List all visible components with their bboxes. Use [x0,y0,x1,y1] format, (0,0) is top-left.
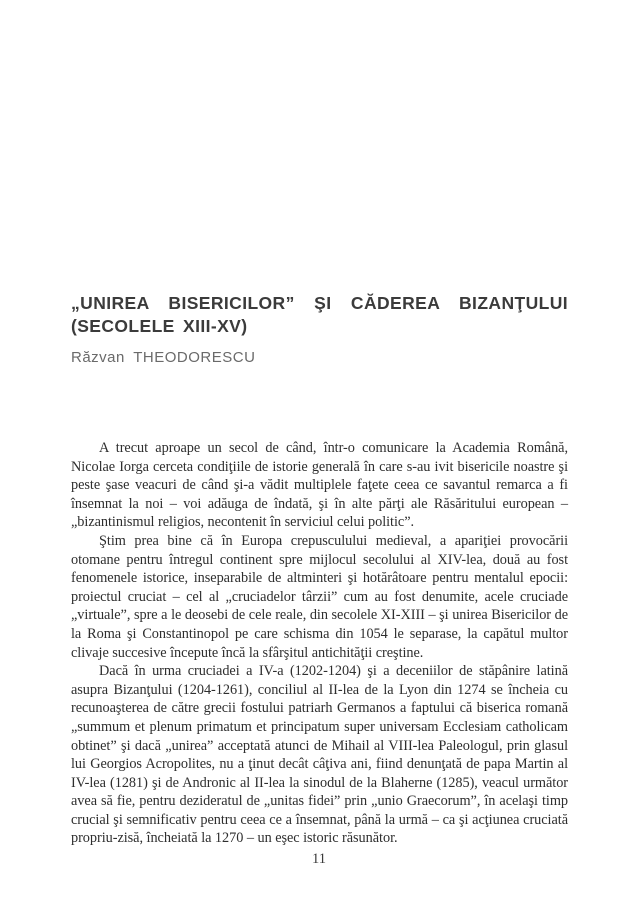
article-title-line1: „UNIREA BISERICILOR” ŞI CĂDEREA BIZANŢULUI [71,293,568,313]
page-number: 11 [312,851,326,867]
article-author: Răzvan THEODORESCU [71,349,256,366]
article-paragraph: A trecut aproape un secol de când, într-o comunicare la Academia Română, Nicolae Iorga cerceta condiţiile de istorie generală în care s-au ivit bisericile noastre şi peste şase veacuri de când şi-a vădit multiplele faţete ceea ce savantul remarca a fi însemnat la noi – voi adăuga de îndată, şi în alte părţi ale Răsăritului european – „bizantinismul religios, necontenit în serviciul celui politic”. [71,440,568,531]
article-title [71,292,568,337]
text-column [71,292,568,848]
article-title-line2: (SECOLELE XIII-XV) [71,315,248,336]
article-paragraph: Dacă în urma cruciadei a IV-a (1202-1204) şi a deceniilor de stăpânire latină asupra Bizanţului (1204-1261), conciliul al II-lea de la Lyon din 1274 se încheia cu recunoaşterea de către grecii fostului patriarh Germanos a faptului că biserica romană „summum et plenum primatum et principatum super universam Ecclesiam catholicam obtinet” şi dacă „unirea” acceptată atunci de Mihail al VIII-lea Paleologul, prin glasul lui Georgios Acropolites, nu a ţinut decât câţiva ani, fiind denunţată de papa Martin al IV-lea (1281) şi de Andronic al II-lea la sinodul de la Blaherne (1285), veacul următor avea să fie, pentru dezideratul de „unitas fidei” prin „unio Graecorum”, în acelaşi timp crucial şi semnificativ pentru ceea ce a însemnat, până la urmă – ca şi acţiunea cruciată propriu-zisă, încheiată la 1270 – un eşec istoric răsunător. [71,663,568,847]
article-paragraph: Ştim prea bine că în Europa crepusculului medieval, a apariţiei provocării otomane pentru întregul continent spre mijlocul secolului al XIV-lea, două au fost fenomenele istorice, inseparabile de altminteri şi hotărâtoare pentru mentalul epocii: proiectul cruciat – cel al „cruciadelor târzii” cum au fost denumite, acele cruciade „virtuale”, spre a le deosebi de cele reale, din secolele XI-XIII – şi unirea Bisericilor de la Roma şi Constantinopol pe care schisma din 1054 le separase, la capătul multor clivaje succesive începute încă la sfârşitul antichităţii creştine. [71,532,568,661]
article-body [71,439,568,848]
